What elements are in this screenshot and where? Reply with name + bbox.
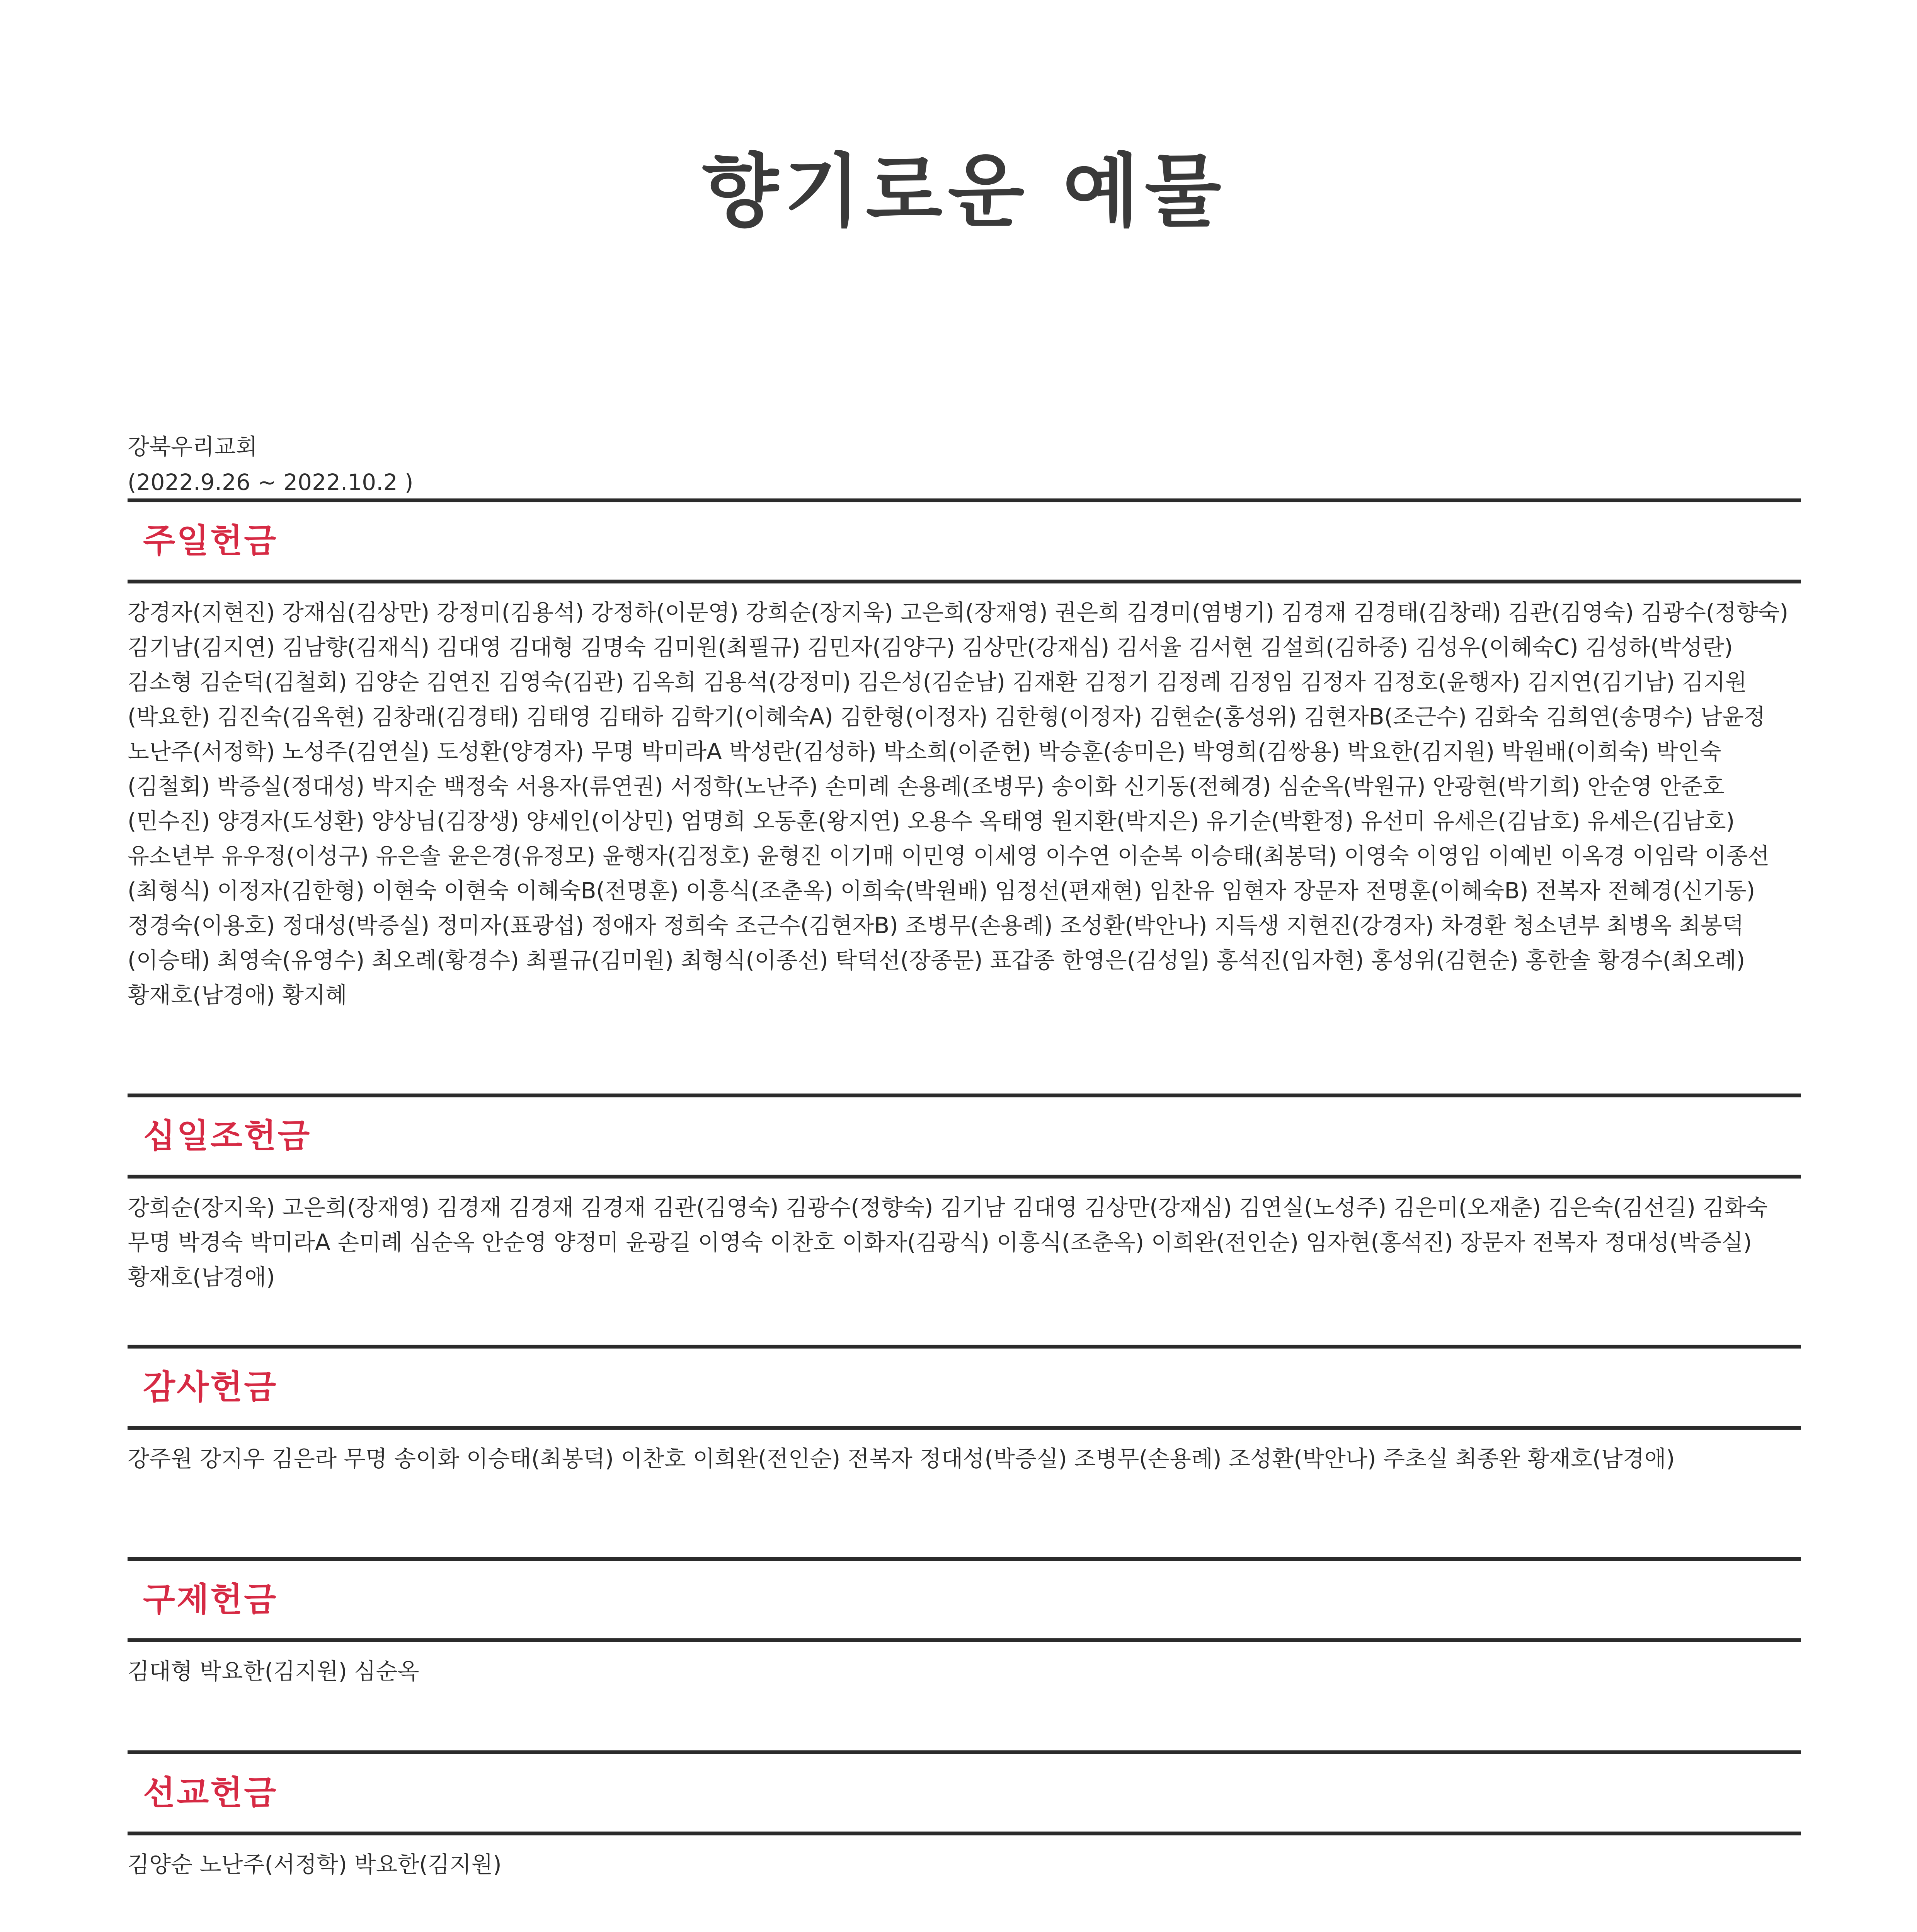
section-title: 십일조헌금 <box>143 1117 312 1155</box>
church-name: 강북우리교회 <box>128 434 258 460</box>
page-title: 향기로운 예물 <box>702 146 1227 238</box>
divider <box>128 1345 1801 1349</box>
donor-list: 강주원 강지우 김은라 무명 송이화 이승태(최봉덕) 이찬호 이희완(전인순) 전복자 정대성(박증실) 조병무(손용례) 조성환(박안나) 주초실 최종완 황재호(남경애) <box>128 1446 1675 1472</box>
divider <box>128 1094 1801 1097</box>
section-tithe <box>128 1094 1801 1294</box>
section-title: 선교헌금 <box>143 1774 278 1812</box>
section-thanksgiving <box>128 1345 1801 1476</box>
church-info <box>128 429 414 500</box>
divider <box>128 1426 1801 1430</box>
section-sunday-offering <box>128 498 1801 1012</box>
donor-list: 김양순 노난주(서정학) 박요한(김지원) <box>128 1851 502 1878</box>
divider <box>128 580 1801 583</box>
donor-list: 강희순(장지욱) 고은희(장재영) 김경재 김경재 김경재 김관(김영숙) 김광수(정향숙) 김기남 김대영 김상만(강재심) 김연실(노성주) 김은미(오재춘) 김은숙(김선길) 김화숙 무명 박경숙 박미라A 손미례 심순옥 안순영 양정미 윤광길 이영숙 이찬호 이화자(김광식) 이흥식(조춘옥) 이희완(전인순) 임자현(홍석진) 장문자 전복자 정대성(박증실) 황재호(남경애) <box>128 1194 1768 1290</box>
divider <box>128 1750 1801 1754</box>
section-mission <box>128 1750 1801 1882</box>
divider <box>128 1175 1801 1179</box>
divider <box>128 498 1801 502</box>
section-title: 감사헌금 <box>143 1368 278 1406</box>
section-relief <box>128 1557 1801 1689</box>
divider <box>128 1832 1801 1835</box>
donor-list: 강경자(지현진) 강재심(김상만) 강정미(김용석) 강정하(이문영) 강희순(장지욱) 고은희(장재영) 권은희 김경미(염병기) 김경재 김경태(김창래) 김관(김영숙) 김광수(정향숙) 김기남(김지연) 김남향(김재식) 김대영 김대형 김명숙 김미원(최필규) 김민자(김양구) 김상만(강재심) 김서율 김서현 김설희(김하중) 김성우(이혜숙C) 김성하(박성란) 김소형 김순덕(김철회) 김양순 김연진 김영숙(김관) 김옥희 김용석(강정미) 김은성(김순남) 김재환 김정기 김정례 김정임 김정자 김정호(윤행자) 김지연(김기남) 김지원(박요한) 김진숙(김옥현) 김창래(김경태) 김태영 김태하 김학기(이혜숙A) 김한형(이정자) 김한형(이정자) 김현순(홍성위) 김현자B(조근수) 김화숙 김희연(송명수) 남윤정 노난주(서정학) 노성주(김연실) 도성환(양경자) 무명 박미라A 박성란(김성하) 박소희(이준헌) 박승훈(송미은) 박영희(김쌍용) 박요한(김지원) 박원배(이희숙) 박인숙(김철회) 박증실(정대성) 박지순 백정숙 서용자(류연권) 서정학(노난주) 손미례 손용례(조병무) 송이화 신기동(전혜경) 심순옥(박원규) 안광현(박기희) 안순영 안준호(민수진) 양경자(도성환) 양상님(김장생) 양세인(이상민) 엄명희 오동훈(왕지연) 오용수 옥태영 원지환(박지은) 유기순(박환정) 유선미 유세은(김남호) 유세은(김남호) 유소년부 유우정(이성구) 유은솔 윤은경(유정모) 윤행자(김정호) 윤형진 이기매 이민영 이세영 이수연 이순복 이승태(최봉덕) 이영숙 이영임 이예빈 이옥경 이임락 이종선(최형식) 이정자(김한형) 이현숙 이현숙 이혜숙B(전명훈) 이흥식(조춘옥) 이희숙(박원배) 임정선(편재현) 임찬유 임현자 장문자 전명훈(이혜숙B) 전복자 전혜경(신기동) 정경숙(이용호) 정대성(박증실) 정미자(표광섭) 정애자 정희숙 조근수(김현자B) 조병무(손용례) 조성환(박안나) 지득생 지현진(강경자) 차경환 청소년부 최병옥 최봉덕(이승태) 최영숙(유영수) 최오례(황경수) 최필규(김미원) 최형식(이종선) 탁덕선(장종문) 표갑종 한영은(김성일) 홍석진(임자현) 홍성위(김현순) 홍한솔 황경수(최오례) 황재호(남경애) 황지혜 <box>128 599 1789 1008</box>
section-title: 주일헌금 <box>143 522 278 560</box>
divider <box>128 1638 1801 1642</box>
section-title: 구제헌금 <box>143 1580 278 1619</box>
divider <box>128 1557 1801 1561</box>
date-range: (2022.9.26 ~ 2022.10.2 ) <box>128 469 414 495</box>
donor-list: 김대형 박요한(김지원) 심순옥 <box>128 1658 419 1684</box>
